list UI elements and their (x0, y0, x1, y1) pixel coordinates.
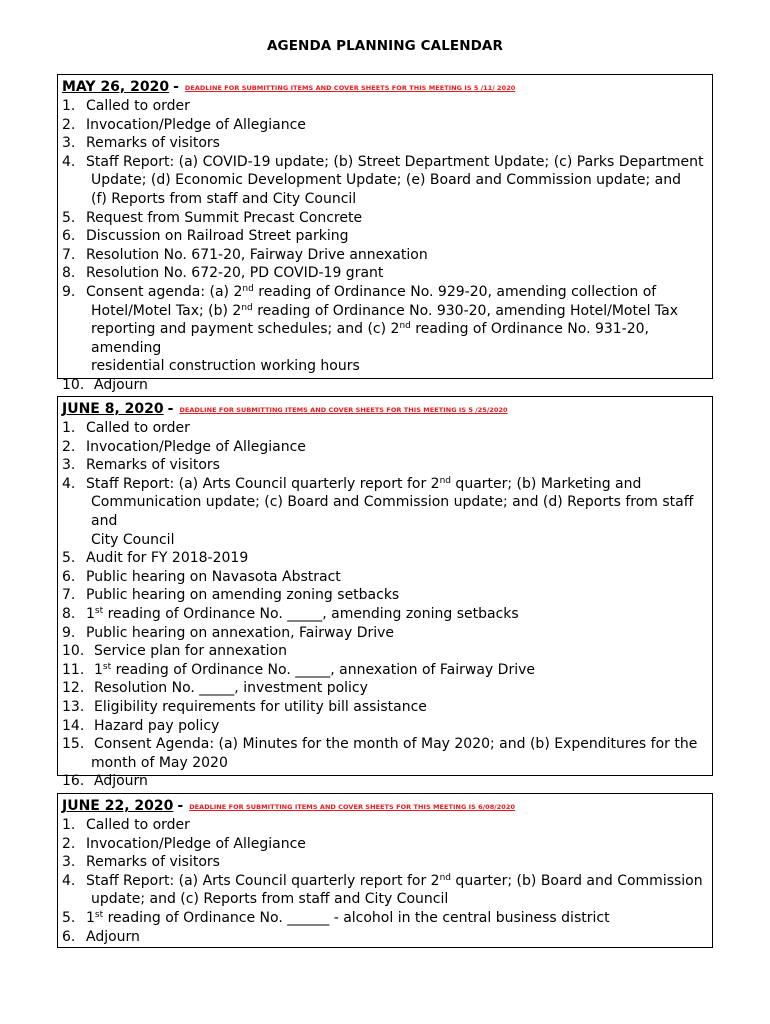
agenda-item-text: 1st reading of Ordinance No. ______ - alcohol in the central business district (86, 909, 610, 926)
agenda-item: 6. Public hearing on Navasota Abstract (62, 568, 341, 585)
agenda-item: 5. Audit for FY 2018-2019 (62, 550, 249, 567)
agenda-item-text: Remarks of visitors (86, 135, 220, 152)
agenda-item-text: Public hearing on amending zoning setbacks (86, 587, 400, 604)
agenda-item-text: Public hearing on Navasota Abstract (86, 568, 341, 585)
agenda-item: 1. Called to order (62, 98, 190, 114)
agenda-item: month of May 2020 (91, 754, 228, 771)
agenda-item-text: Audit for FY 2018-2019 (86, 550, 249, 567)
agenda-item-text: Adjourn (94, 773, 148, 790)
agenda-item: Update; (d) Economic Development Update; (e) Board and Commission update; and (91, 172, 681, 189)
agenda-item: 6. Adjourn (62, 928, 140, 945)
meeting-box-june-8 (57, 396, 713, 790)
agenda-item: Hotel/Motel Tax; (b) 2nd reading of Ordinance No. 930-20, amending Hotel/Motel Tax (91, 302, 679, 319)
agenda-list (62, 816, 708, 946)
agenda-item: 2. Invocation/Pledge of Allegiance (62, 835, 306, 852)
agenda-item: 8. Resolution No. 672-20, PD COVID-19 grant (62, 265, 384, 282)
agenda-item-text: Hazard pay policy (94, 717, 220, 734)
meeting-header (62, 78, 708, 97)
agenda-item-text: Adjourn (86, 928, 140, 945)
agenda-item-text: Invocation/Pledge of Allegiance (86, 116, 306, 133)
agenda-item-text: Called to order (86, 98, 190, 114)
agenda-item: 3. Remarks of visitors (62, 854, 220, 871)
agenda-list (62, 419, 708, 791)
deadline-notice: DEADLINE FOR SUBMITTING ITEMS AND COVER SHEETS FOR THIS MEETING IS 5 /25/2020 (179, 406, 508, 414)
agenda-item: 5. Request from Summit Precast Concrete (62, 209, 363, 226)
meeting-box-may-26 (57, 74, 713, 393)
agenda-item: 12. Resolution No. _____, investment policy (62, 680, 368, 697)
agenda-item: 14. Hazard pay policy (62, 717, 220, 734)
agenda-item-text: Resolution No. 671-20, Fairway Drive annexation (86, 246, 428, 263)
agenda-item: update; and (c) Reports from staff and City Council (91, 891, 449, 908)
agenda-item: (f) Reports from staff and City Council (91, 190, 357, 207)
agenda-list (62, 97, 708, 395)
agenda-item-text: Adjourn (94, 376, 148, 393)
agenda-item: 5. 1st reading of Ordinance No. ______ - alcohol in the central business district (62, 909, 610, 926)
agenda-item: 3. Remarks of visitors (62, 135, 220, 152)
agenda-item-text: Resolution No. 672-20, PD COVID-19 grant (86, 265, 384, 282)
agenda-item: Communication update; (c) Board and Commission update; and (d) Reports from staff and (91, 494, 694, 529)
agenda-item-text: Consent Agenda: (a) Minutes for the month of May 2020; and (b) Expenditures for the (94, 736, 698, 753)
agenda-item: 4. Staff Report: (a) COVID-19 update; (b) Street Department Update; (c) Parks Department (62, 153, 704, 170)
deadline-notice: DEADLINE FOR SUBMITTING ITEMS AND COVER SHEETS FOR THIS MEETING IS 6/08/2020 (189, 803, 516, 811)
agenda-item: 9. Public hearing on annexation, Fairway Drive (62, 624, 395, 641)
agenda-item: 9. Consent agenda: (a) 2nd reading of Ordinance No. 929-20, amending collection of (62, 283, 657, 300)
agenda-item-text: Public hearing on annexation, Fairway Drive (86, 624, 395, 641)
agenda-item: 10. Adjourn (62, 376, 148, 393)
agenda-item: residential construction working hours (91, 358, 360, 375)
agenda-item-text: Eligibility requirements for utility bill assistance (94, 698, 427, 715)
meeting-date: JUNE 22, 2020 (62, 798, 174, 814)
agenda-item-text: Invocation/Pledge of Allegiance (86, 438, 306, 455)
agenda-item-text: Staff Report: (a) COVID-19 update; (b) Street Department Update; (c) Parks Department (86, 153, 704, 170)
agenda-item: 13. Eligibility requirements for utility bill assistance (62, 698, 427, 715)
agenda-item-text: Consent agenda: (a) 2nd reading of Ordinance No. 929-20, amending collection of (86, 283, 657, 300)
agenda-item: 7. Public hearing on amending zoning setbacks (62, 587, 400, 604)
agenda-item-text: 1st reading of Ordinance No. _____, annexation of Fairway Drive (94, 661, 535, 678)
agenda-item: 1. Called to order (62, 420, 190, 436)
meeting-date: JUNE 8, 2020 (62, 401, 164, 417)
meeting-box-june-22 (57, 793, 713, 948)
header-dash: - (167, 401, 174, 417)
meeting-date: MAY 26, 2020 (62, 79, 170, 95)
agenda-item-text: Called to order (86, 420, 190, 436)
agenda-item-text: Discussion on Railroad Street parking (86, 228, 349, 245)
agenda-item-text: Service plan for annexation (94, 643, 287, 660)
agenda-item-text: Staff Report: (a) Arts Council quarterly report for 2nd quarter; (b) Marketing and (86, 475, 642, 492)
deadline-notice: DEADLINE FOR SUBMITTING ITEMS AND COVER SHEETS FOR THIS MEETING IS 5 /11/ 2020 (184, 84, 516, 92)
agenda-item-text: 1st reading of Ordinance No. _____, amending zoning setbacks (86, 605, 519, 622)
meeting-header (62, 797, 708, 816)
header-dash: - (173, 79, 179, 95)
agenda-item: reporting and payment schedules; and (c) 2nd reading of Ordinance No. 931-20, amending (91, 321, 650, 356)
agenda-item-text: Staff Report: (a) Arts Council quarterly report for 2nd quarter; (b) Board and Commission (86, 872, 703, 889)
agenda-item-text: Called to order (86, 817, 190, 833)
page-title: AGENDA PLANNING CALENDAR (267, 38, 503, 54)
agenda-item: 10. Service plan for annexation (62, 643, 287, 660)
agenda-item-text: Remarks of visitors (86, 457, 220, 474)
agenda-item-text: Remarks of visitors (86, 854, 220, 871)
agenda-item: 2. Invocation/Pledge of Allegiance (62, 438, 306, 455)
meeting-header (62, 400, 708, 419)
agenda-item: City Council (91, 531, 175, 548)
agenda-item: 15. Consent Agenda: (a) Minutes for the month of May 2020; and (b) Expenditures for the (62, 736, 698, 753)
agenda-item-text: Resolution No. _____, investment policy (94, 680, 368, 697)
agenda-item: 2. Invocation/Pledge of Allegiance (62, 116, 306, 133)
agenda-item: 4. Staff Report: (a) Arts Council quarterly report for 2nd quarter; (b) Board and Commission (62, 872, 703, 889)
agenda-item: 11. 1st reading of Ordinance No. _____, annexation of Fairway Drive (62, 661, 535, 678)
agenda-item: 6. Discussion on Railroad Street parking (62, 228, 349, 245)
agenda-item: 1. Called to order (62, 817, 190, 833)
agenda-item: 16. Adjourn (62, 773, 148, 790)
agenda-item: 7. Resolution No. 671-20, Fairway Drive annexation (62, 246, 428, 263)
agenda-item: 3. Remarks of visitors (62, 457, 220, 474)
agenda-item-text: Request from Summit Precast Concrete (86, 209, 363, 226)
header-dash: - (177, 798, 184, 814)
agenda-item-text: Invocation/Pledge of Allegiance (86, 835, 306, 852)
agenda-item: 4. Staff Report: (a) Arts Council quarterly report for 2nd quarter; (b) Marketing and (62, 475, 642, 492)
agenda-item: 8. 1st reading of Ordinance No. _____, amending zoning setbacks (62, 605, 519, 622)
